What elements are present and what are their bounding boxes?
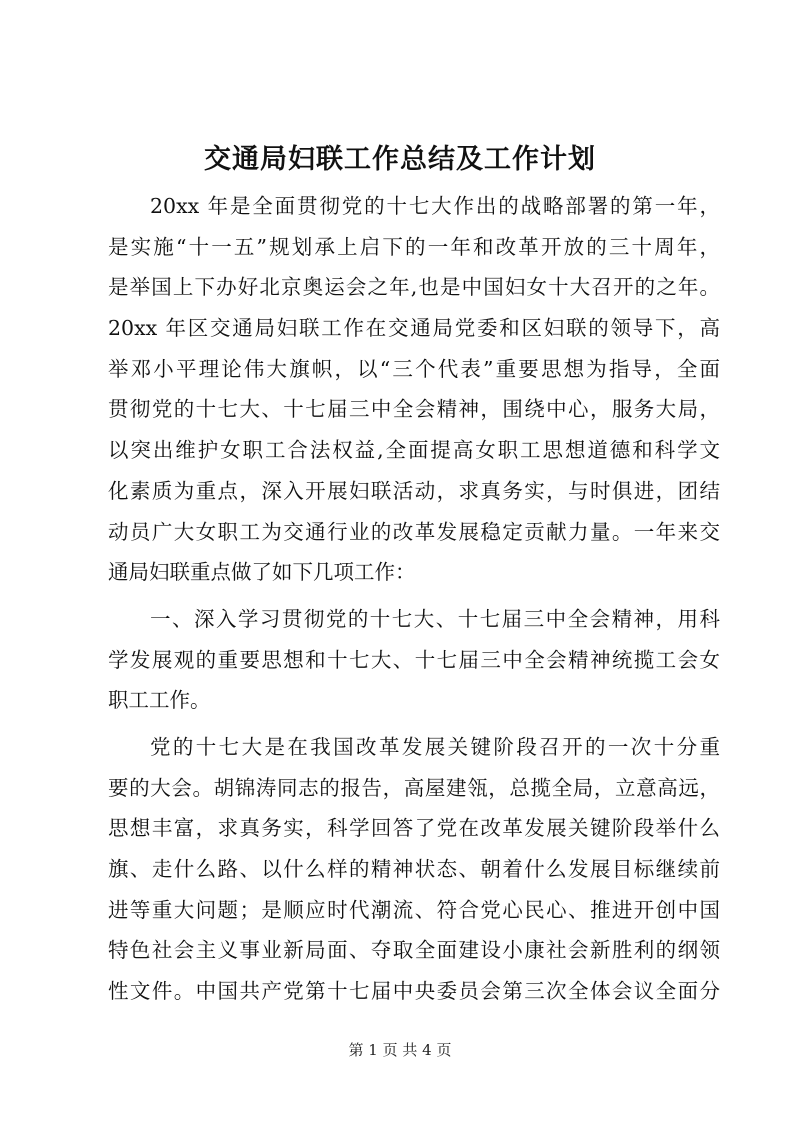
page-footer: 第 1 页 共 4 页 — [348, 1041, 452, 1059]
body-line: 贯彻党的十七大、十七届三中全会精神，围绕中心，服务大局， — [108, 397, 720, 422]
body-line: 20xx 年区交通局妇联工作在交通局党委和区妇联的领导下，高 — [108, 316, 720, 341]
body-line: 特色社会主义事业新局面、夺取全面建设小康社会新胜利的纲领 — [108, 938, 720, 963]
body-line: 旗、走什么路、以什么样的精神状态、朝着什么发展目标继续前 — [108, 857, 720, 881]
document-body — [108, 186, 720, 1012]
body-line: 性文件。中国共产党第十七届中央委员会第三次全体会议全面分 — [108, 979, 720, 1004]
body-line: 通局妇联重点做了如下几项工作： — [108, 560, 416, 585]
body-line: 一、深入学习贯彻党的十七大、十七届三中全会精神，用科 — [150, 606, 720, 631]
body-line: 进等重大问题；是顺应时代潮流、符合党心民心、推进开创中国 — [108, 897, 720, 922]
body-line: 党的十七大是在我国改革发展关键阶段召开的一次十分重 — [150, 734, 720, 759]
body-line: 以突出维护女职工合法权益,全面提高女职工思想道德和科学文 — [108, 438, 720, 463]
body-line: 职工工作。 — [108, 688, 211, 713]
body-line: 是实施“十一五”规划承上启下的一年和改革开放的三十周年， — [108, 234, 720, 259]
body-line: 化素质为重点，深入开展妇联活动，求真务实，与时俱进，团结 — [108, 478, 720, 503]
body-line: 学发展观的重要思想和十七大、十七届三中全会精神统揽工会女 — [108, 647, 720, 672]
body-line: 动员广大女职工为交通行业的改革发展稳定贡献力量。一年来交 — [108, 519, 720, 544]
page-title: 交通局妇联工作总结及工作计划 — [204, 144, 596, 175]
body-line: 思想丰富，求真务实，科学回答了党在改革发展关键阶段举什么 — [108, 816, 720, 841]
body-line: 是举国上下办好北京奥运会之年,也是中国妇女十大召开的之年。 — [108, 275, 720, 300]
body-line: 20xx 年是全面贯彻党的十七大作出的战略部署的第一年， — [150, 194, 720, 218]
body-line: 要的大会。胡锦涛同志的报告，高屋建瓴，总揽全局，立意高远， — [108, 775, 720, 800]
body-line: 举邓小平理论伟大旗帜，以“三个代表”重要思想为指导，全面 — [108, 356, 720, 381]
